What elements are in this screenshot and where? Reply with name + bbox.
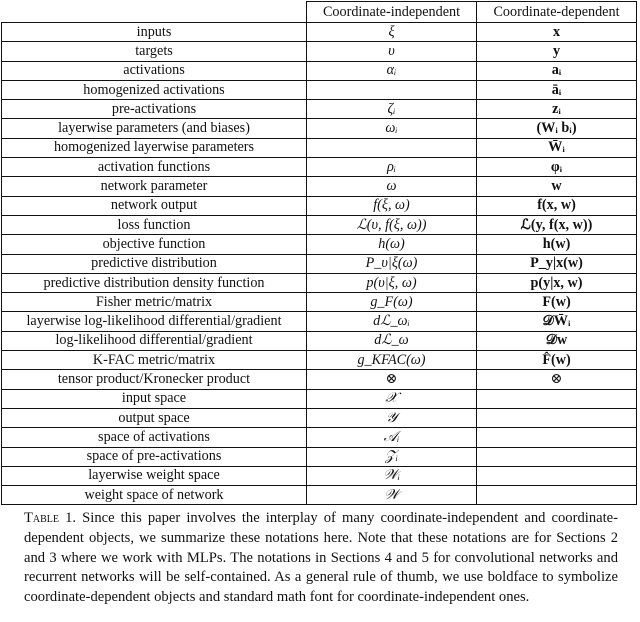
- coord-independent-cell: [307, 80, 477, 99]
- coord-independent-cell: 𝒳: [307, 389, 477, 408]
- coord-dependent-cell: 𝒟w: [477, 331, 637, 350]
- coord-dependent-cell: [477, 447, 637, 466]
- table-row: [2, 215, 637, 234]
- table-caption: [24, 509, 618, 608]
- table-row: [2, 235, 637, 254]
- row-name: activation functions: [2, 158, 307, 177]
- table-row: [2, 312, 637, 331]
- coord-dependent-cell: p(y|x, w): [477, 273, 637, 292]
- coord-dependent-cell: [477, 486, 637, 505]
- coord-independent-cell: 𝒴: [307, 408, 477, 427]
- table-row: [2, 293, 637, 312]
- coord-dependent-cell: (Wᵢ bᵢ): [477, 119, 637, 138]
- caption-text: Since this paper involves the interplay of many coordinate-independent and coordinate-dependent objects, we summarize these notations here. Note that these notations are for Sections 2 and 3 where we work with MLPs. The notations in Sections 4 and 5 for convolutional networks and recurrent networks will be self-contained. As a general rule of thumb, we use boldface to symbolize coordinate-dependent objects and standard math font for coordinate-independent ones.: [24, 510, 618, 606]
- coord-independent-cell: ξ: [307, 23, 477, 42]
- row-name: predictive distribution density function: [2, 273, 307, 292]
- coord-dependent-cell: zᵢ: [477, 100, 637, 119]
- coord-dependent-cell: ⊗: [477, 370, 637, 389]
- coord-independent-cell: [307, 138, 477, 157]
- caption-label: Table 1.: [24, 510, 77, 526]
- row-name: pre-activations: [2, 100, 307, 119]
- row-name: loss function: [2, 215, 307, 234]
- coord-dependent-cell: w: [477, 177, 637, 196]
- coord-dependent-cell: f(x, w): [477, 196, 637, 215]
- header-coordinate-independent: Coordinate-independent: [307, 2, 477, 23]
- coord-independent-cell: υ: [307, 42, 477, 61]
- coord-independent-cell: p(υ|ξ, ω): [307, 273, 477, 292]
- coord-dependent-cell: h(w): [477, 235, 637, 254]
- table-header-row: [2, 2, 637, 23]
- coord-dependent-cell: 𝒟W̄ᵢ: [477, 312, 637, 331]
- row-name: layerwise weight space: [2, 466, 307, 485]
- table-row: [2, 158, 637, 177]
- row-name: inputs: [2, 23, 307, 42]
- row-name: log-likelihood differential/gradient: [2, 331, 307, 350]
- coord-dependent-cell: [477, 466, 637, 485]
- table-row: [2, 408, 637, 427]
- table-row: [2, 254, 637, 273]
- table-body: [2, 23, 637, 505]
- coord-dependent-cell: y: [477, 42, 637, 61]
- coord-dependent-cell: x: [477, 23, 637, 42]
- coord-independent-cell: 𝒵ᵢ: [307, 447, 477, 466]
- row-name: space of activations: [2, 428, 307, 447]
- coord-dependent-cell: āᵢ: [477, 80, 637, 99]
- coord-independent-cell: dℒ_ωᵢ: [307, 312, 477, 331]
- row-name: layerwise parameters (and biases): [2, 119, 307, 138]
- table-row: [2, 273, 637, 292]
- header-coordinate-dependent: Coordinate-dependent: [477, 2, 637, 23]
- table-row: [2, 486, 637, 505]
- table-row: [2, 331, 637, 350]
- table-row: [2, 447, 637, 466]
- coord-dependent-cell: [477, 428, 637, 447]
- row-name: targets: [2, 42, 307, 61]
- row-name: homogenized activations: [2, 80, 307, 99]
- coord-dependent-cell: [477, 389, 637, 408]
- coord-independent-cell: dℒ_ω: [307, 331, 477, 350]
- coord-independent-cell: 𝒲ᵢ: [307, 466, 477, 485]
- row-name: weight space of network: [2, 486, 307, 505]
- table-row: [2, 23, 637, 42]
- row-name: input space: [2, 389, 307, 408]
- coord-dependent-cell: P_y|x(w): [477, 254, 637, 273]
- row-name: predictive distribution: [2, 254, 307, 273]
- table-row: [2, 428, 637, 447]
- coord-independent-cell: ℒ(υ, f(ξ, ω)): [307, 215, 477, 234]
- row-name: network output: [2, 196, 307, 215]
- row-name: activations: [2, 61, 307, 80]
- row-name: homogenized layerwise parameters: [2, 138, 307, 157]
- row-name: K-FAC metric/matrix: [2, 351, 307, 370]
- coord-independent-cell: αᵢ: [307, 61, 477, 80]
- coord-independent-cell: g_F(ω): [307, 293, 477, 312]
- row-name: network parameter: [2, 177, 307, 196]
- coord-independent-cell: ζᵢ: [307, 100, 477, 119]
- table-row: [2, 196, 637, 215]
- row-name: Fisher metric/matrix: [2, 293, 307, 312]
- coord-independent-cell: f(ξ, ω): [307, 196, 477, 215]
- table-row: [2, 80, 637, 99]
- row-name: tensor product/Kronecker product: [2, 370, 307, 389]
- row-name: space of pre-activations: [2, 447, 307, 466]
- coord-dependent-cell: ℒ(y, f(x, w)): [477, 215, 637, 234]
- table-row: [2, 351, 637, 370]
- coord-independent-cell: ωᵢ: [307, 119, 477, 138]
- coord-dependent-cell: F(w): [477, 293, 637, 312]
- row-name: layerwise log-likelihood differential/gradient: [2, 312, 307, 331]
- row-name: output space: [2, 408, 307, 427]
- table-row: [2, 177, 637, 196]
- coord-dependent-cell: [477, 408, 637, 427]
- coord-independent-cell: ρᵢ: [307, 158, 477, 177]
- table-row: [2, 389, 637, 408]
- coord-dependent-cell: F̂(w): [477, 351, 637, 370]
- coord-independent-cell: h(ω): [307, 235, 477, 254]
- table-row: [2, 119, 637, 138]
- coord-dependent-cell: W̄ᵢ: [477, 138, 637, 157]
- table-row: [2, 466, 637, 485]
- coord-dependent-cell: aᵢ: [477, 61, 637, 80]
- table-row: [2, 100, 637, 119]
- row-name: objective function: [2, 235, 307, 254]
- table-row: [2, 370, 637, 389]
- header-name: [2, 2, 307, 23]
- table-row: [2, 138, 637, 157]
- coord-independent-cell: g_KFAC(ω): [307, 351, 477, 370]
- notation-table: [1, 1, 637, 505]
- table-row: [2, 42, 637, 61]
- coord-independent-cell: ⊗: [307, 370, 477, 389]
- table-row: [2, 61, 637, 80]
- coord-independent-cell: ω: [307, 177, 477, 196]
- coord-independent-cell: 𝒲: [307, 486, 477, 505]
- coord-independent-cell: 𝒜ᵢ: [307, 428, 477, 447]
- coord-independent-cell: P_υ|ξ(ω): [307, 254, 477, 273]
- coord-dependent-cell: φᵢ: [477, 158, 637, 177]
